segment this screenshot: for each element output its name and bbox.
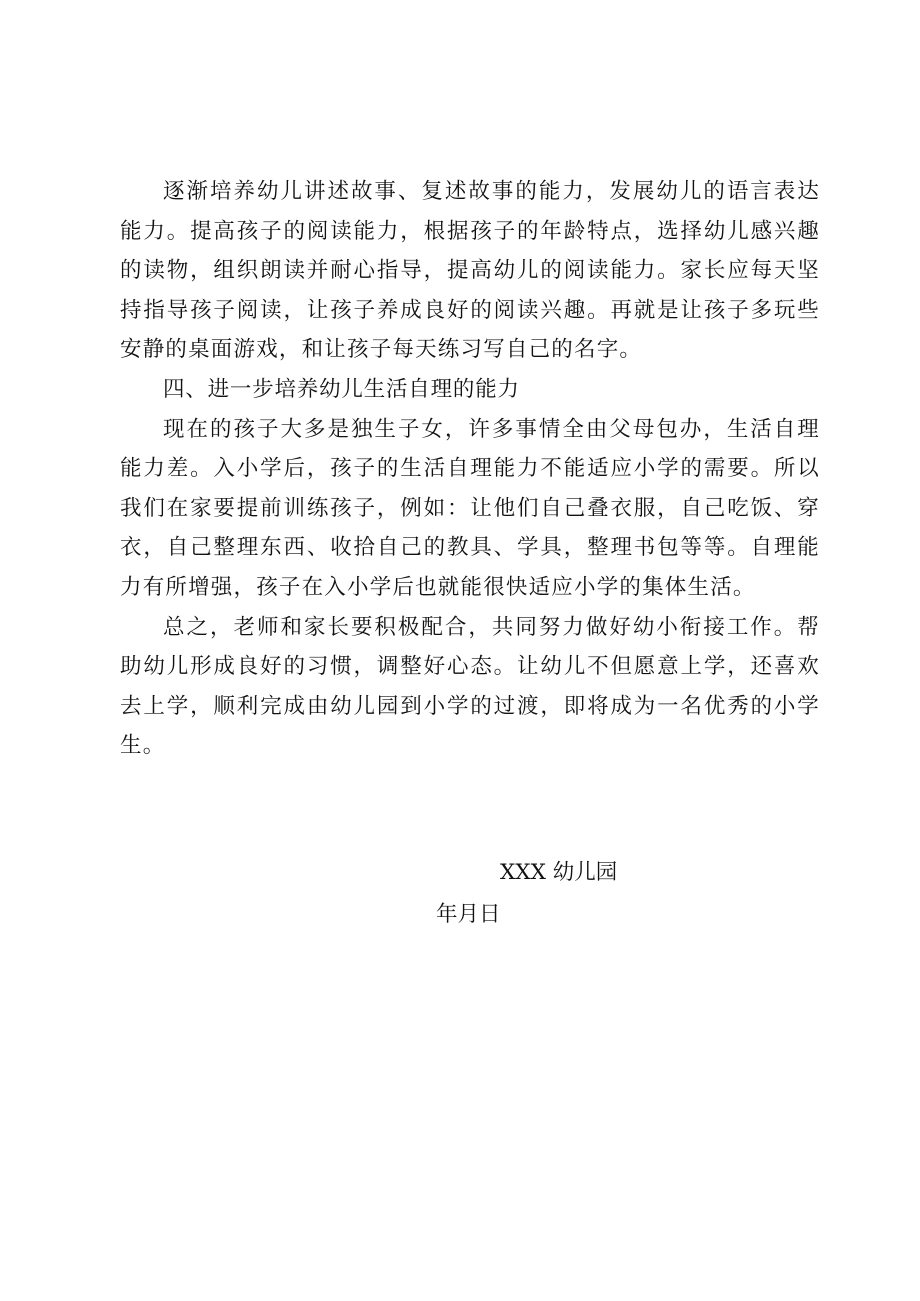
paragraph-self-care: 现在的孩子大多是独生子女，许多事情全由父母包办，生活自理能力差。入小学后，孩子的生活自理能力不能适应小学的需要。所以我们在家要提前训练孩子，例如：让他们自己叠衣服，自己吃饭、穿衣，自己整理东西、收拾自己的教具、学具，整理书包等等。自理能力有所增强，孩子在入小学后也就能很快适应小学的集体生活。	[120, 416, 820, 600]
section-heading-self-care: 四、进一步培养幼儿生活自理的能力	[163, 376, 520, 402]
signature-kindergarten: XXX 幼儿园	[500, 860, 618, 885]
paragraph-language-skills: 逐渐培养幼儿讲述故事、复述故事的能力，发展幼儿的语言表达能力。提高孩子的阅读能力，根据孩子的年龄特点，选择幼儿感兴趣的读物，组织朗读并耐心指导，提高幼儿的阅读能力。家长应每天坚持指导孩子阅读，让孩子养成良好的阅读兴趣。再就是让孩子多玩些安静的桌面游戏，和让孩子每天练习写自己的名字。	[120, 179, 820, 363]
paragraph-conclusion: 总之，老师和家长要积极配合，共同努力做好幼小衔接工作。帮助幼儿形成良好的习惯，调整好心态。让幼儿不但愿意上学，还喜欢去上学，顺利完成由幼儿园到小学的过渡，即将成为一名优秀的小学生。	[120, 614, 820, 759]
signature-date: 年月日	[436, 902, 501, 927]
document-body	[120, 172, 820, 766]
